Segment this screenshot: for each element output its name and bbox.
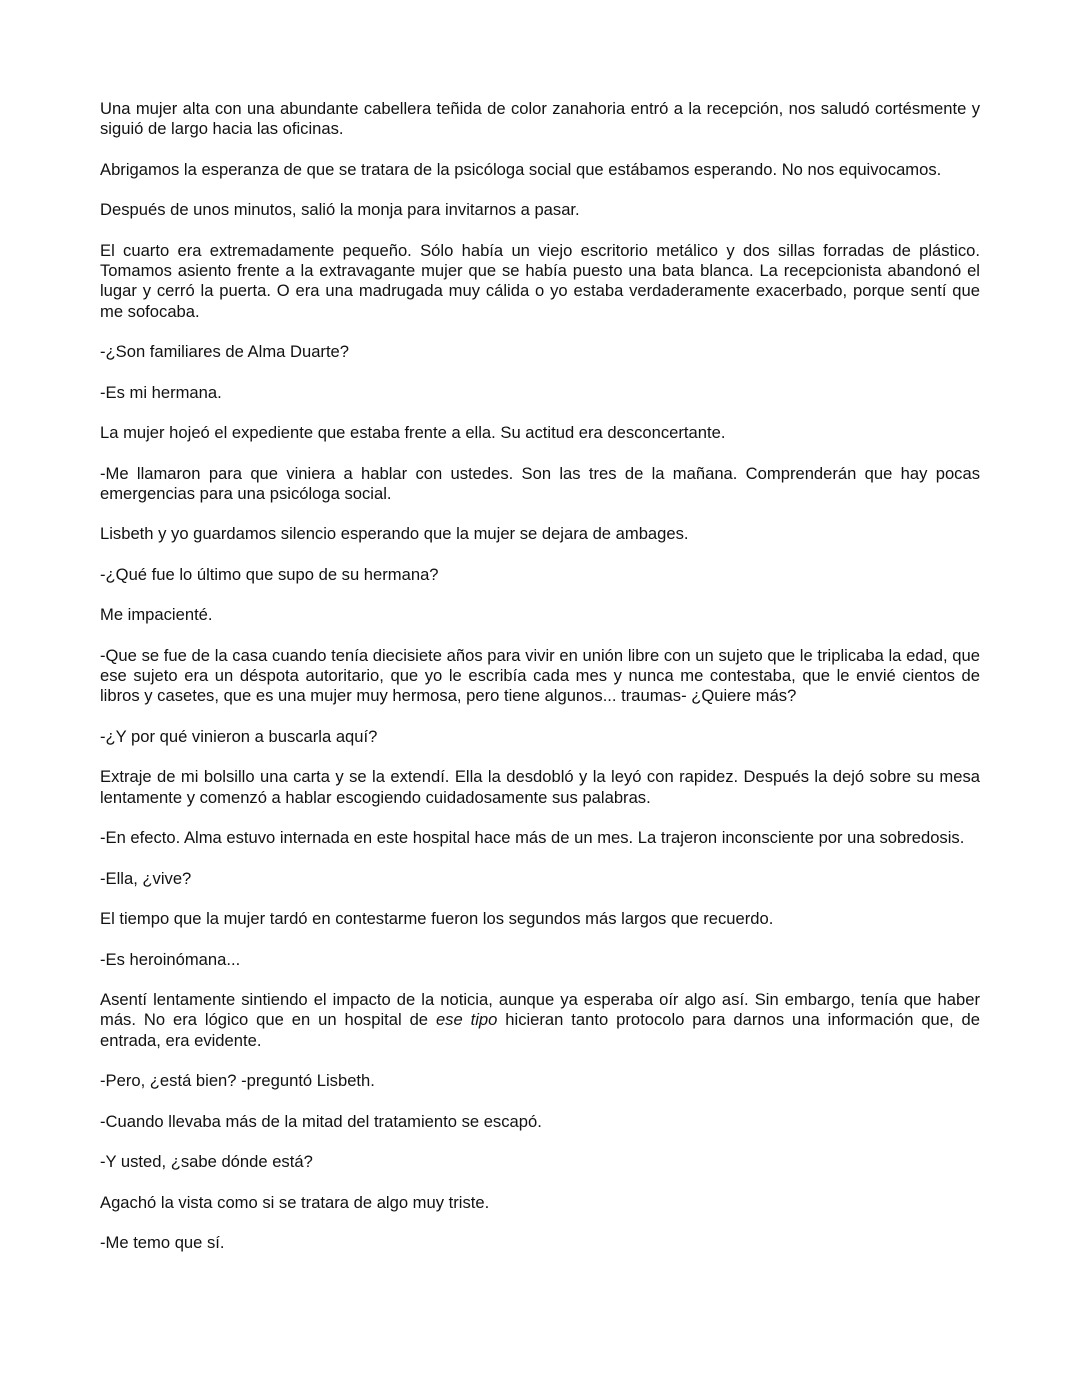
paragraph-19	[100, 990, 980, 1051]
dialogue-line-6: -¿Y por qué vinieron a buscarla aquí?	[100, 726, 378, 746]
paragraph-4: El cuarto era extremadamente pequeño. Sólo había un viejo escritorio metálico y dos sillas forradas de plástico. Tomamos asiento frente a la extravagante mujer que se había puesto una bata blanca. La recepcionista abandonó el lugar y cerró la puerta. O era una madrugada muy cálida o yo estaba verdaderamente exacerbado, porque sentí que me sofocaba.	[100, 240, 980, 321]
paragraph-14: Extraje de mi bolsillo una carta y se la extendí. Ella la desdobló y la leyó con rapidez. Después la dejó sobre su mesa lentamente y comenzó a hablar escogiendo cuidadosamente sus palabras.	[100, 767, 980, 807]
paragraph-17: El tiempo que la mujer tardó en contestarme fueron los segundos más largos que recuerdo.	[100, 909, 774, 929]
paragraph-19-italic: ese tipo	[435, 1010, 498, 1030]
paragraph-11: Me impacienté.	[100, 605, 213, 625]
dialogue-line-12: -Y usted, ¿sabe dónde está?	[100, 1152, 313, 1172]
paragraph-19-after: hicieran tanto protocolo para darnos una información que, de entrada, era evidente.	[100, 1010, 980, 1050]
dialogue-line-2: -Es mi hermana.	[100, 382, 222, 402]
paragraph-9: Lisbeth y yo guardamos silencio esperando que la mujer se dejara de ambages.	[100, 524, 689, 544]
paragraph-7: La mujer hojeó el expediente que estaba frente a ella. Su actitud era desconcertante.	[100, 423, 726, 443]
dialogue-line-11: -Cuando llevaba más de la mitad del tratamiento se escapó.	[100, 1111, 542, 1131]
dialogue-line-4: -¿Qué fue lo último que supo de su hermana?	[100, 564, 439, 584]
dialogue-line-8: -Ella, ¿vive?	[100, 868, 192, 888]
dialogue-line-13: -Me temo que sí.	[100, 1233, 225, 1253]
dialogue-line-7: -En efecto. Alma estuvo internada en este hospital hace más de un mes. La trajeron inconsciente por una sobredosis.	[100, 828, 965, 848]
paragraph-23: Agachó la vista como si se tratara de algo muy triste.	[100, 1192, 490, 1212]
dialogue-line-1: -¿Son familiares de Alma Duarte?	[100, 342, 350, 362]
dialogue-line-10: -Pero, ¿está bien? -preguntó Lisbeth.	[100, 1071, 375, 1091]
paragraph-19-before: Asentí lentamente sintiendo el impacto de la noticia, aunque ya esperaba oír algo así. Sin embargo, tenía que haber más. No era lógico que en un hospital de	[100, 990, 980, 1030]
document-page	[100, 99, 980, 1274]
paragraph-3: Después de unos minutos, salió la monja para invitarnos a pasar.	[100, 200, 580, 220]
dialogue-line-3: -Me llamaron para que viniera a hablar con ustedes. Son las tres de la mañana. Comprenderán que hay pocas emergencias para una psicóloga social.	[100, 463, 980, 503]
dialogue-line-9: -Es heroinómana...	[100, 949, 241, 969]
dialogue-line-5: -Que se fue de la casa cuando tenía diecisiete años para vivir en unión libre con un sujeto que le triplicaba la edad, que ese sujeto era un déspota autoritario, que yo le escribía cada mes y nunca me contestaba, que le envié cientos de libros y casetes, que es una mujer muy hermosa, pero tiene algunos... traumas- ¿Quiere más?	[100, 645, 980, 706]
paragraph-2: Abrigamos la esperanza de que se tratara de la psicóloga social que estábamos esperando. No nos equivocamos.	[100, 159, 942, 179]
paragraph-1: Una mujer alta con una abundante cabellera teñida de color zanahoria entró a la recepción, nos saludó cortésmente y siguió de largo hacia las oficinas.	[100, 99, 980, 139]
